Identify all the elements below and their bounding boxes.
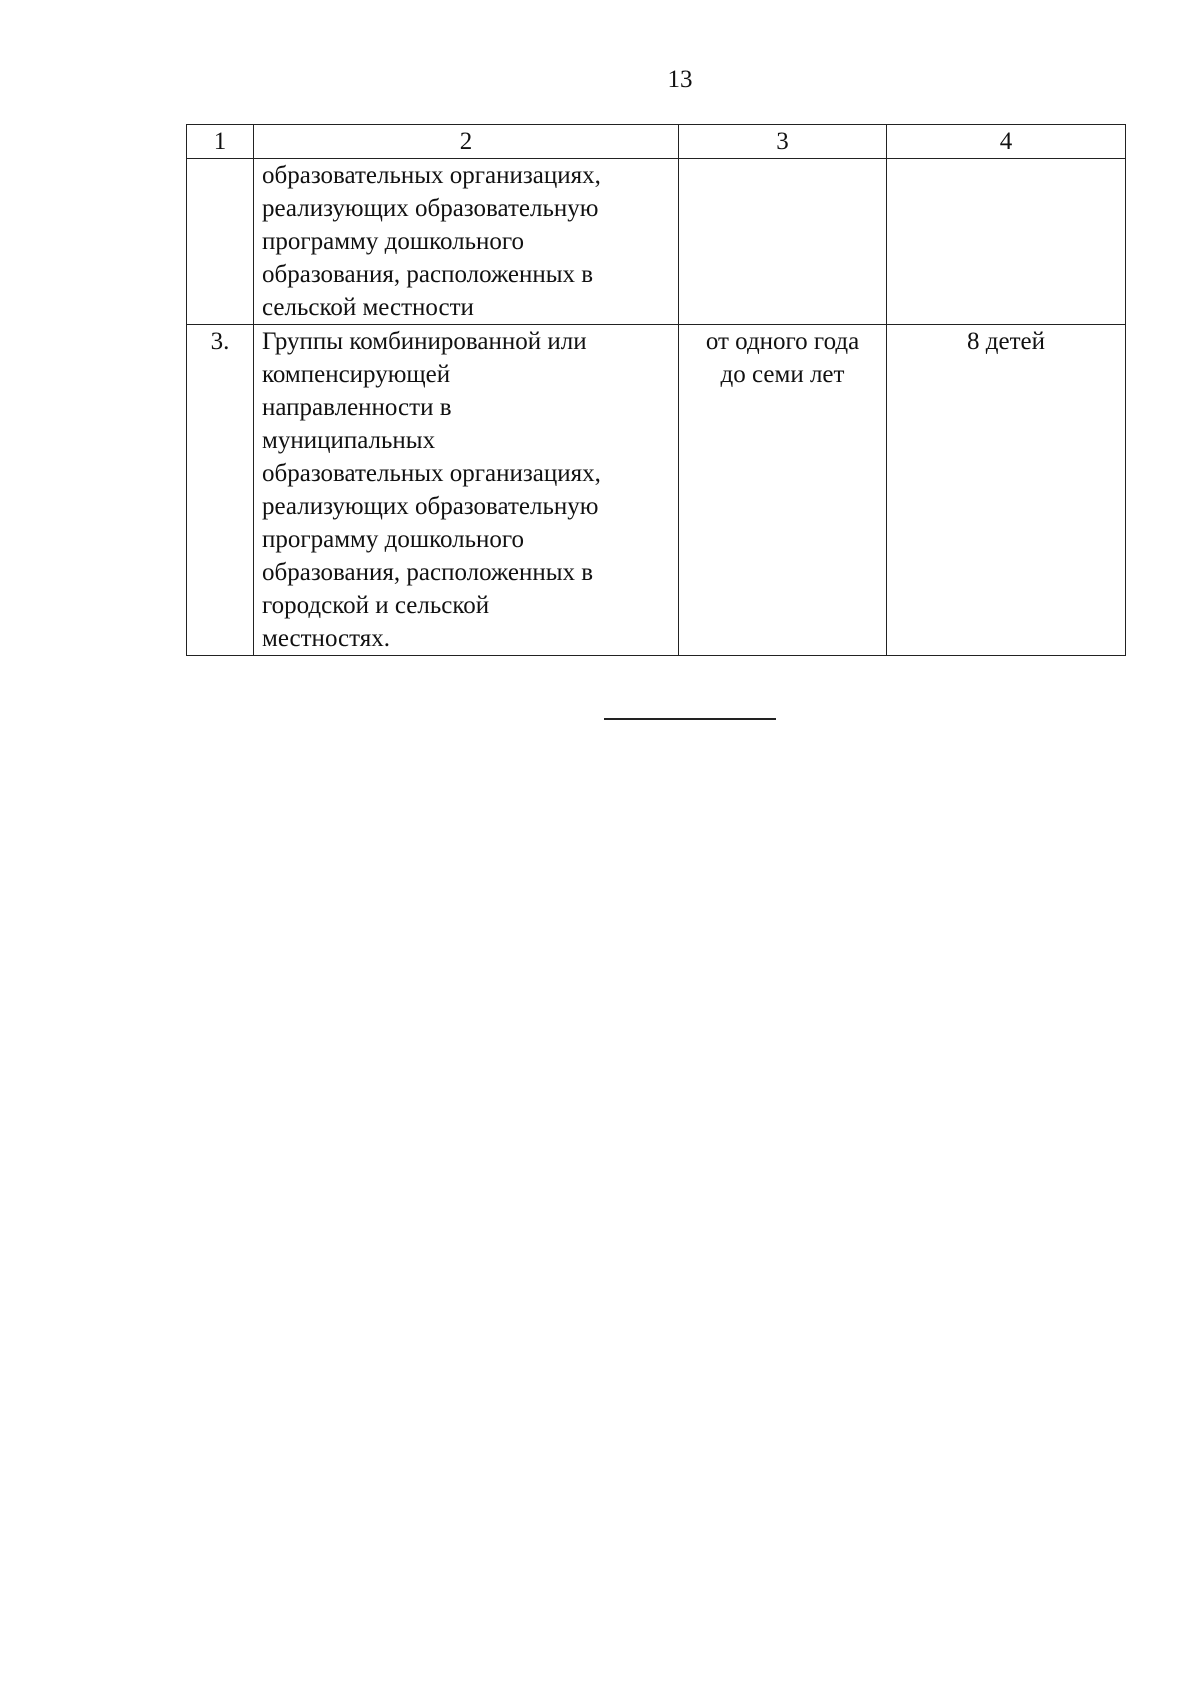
end-of-document-rule [604, 718, 776, 720]
description-line: Группы комбинированной или [262, 328, 587, 355]
description-line: образовательных организациях, [262, 162, 601, 189]
table-header-row [187, 125, 1126, 159]
row-number-cell [187, 159, 254, 325]
row-number-cell: 3. [187, 325, 254, 656]
header-cell-4: 4 [887, 125, 1126, 159]
description-line: образования, расположенных в [262, 261, 594, 288]
header-cell-2: 2 [254, 125, 679, 159]
description-line: реализующих образовательную [262, 195, 599, 222]
description-line: муниципальных [262, 427, 436, 454]
description-line: городской и сельской [262, 592, 490, 619]
header-cell-3: 3 [679, 125, 887, 159]
group-description-cell [254, 159, 679, 325]
group-size-cell [887, 159, 1126, 325]
table-row [187, 325, 1126, 656]
age-cell [679, 159, 887, 325]
group-size-cell: 8 детей [887, 325, 1126, 656]
age-cell [679, 325, 887, 656]
description-line: компенсирующей [262, 361, 451, 388]
age-line: до семи лет [720, 361, 845, 388]
description-line: реализующих образовательную [262, 493, 599, 520]
description-line: сельской местности [262, 294, 474, 321]
header-cell-1: 1 [187, 125, 254, 159]
group-description-cell [254, 325, 679, 656]
table-row [187, 159, 1126, 325]
page-number: 13 [667, 66, 693, 93]
description-line: программу дошкольного [262, 228, 525, 255]
description-line: образовательных организациях, [262, 460, 601, 487]
description-line: местностях. [262, 625, 391, 652]
age-line: от одного года [705, 328, 860, 355]
description-line: образования, расположенных в [262, 559, 594, 586]
description-line: программу дошкольного [262, 526, 525, 553]
description-line: направленности в [262, 394, 452, 421]
groups-table [186, 124, 1126, 656]
